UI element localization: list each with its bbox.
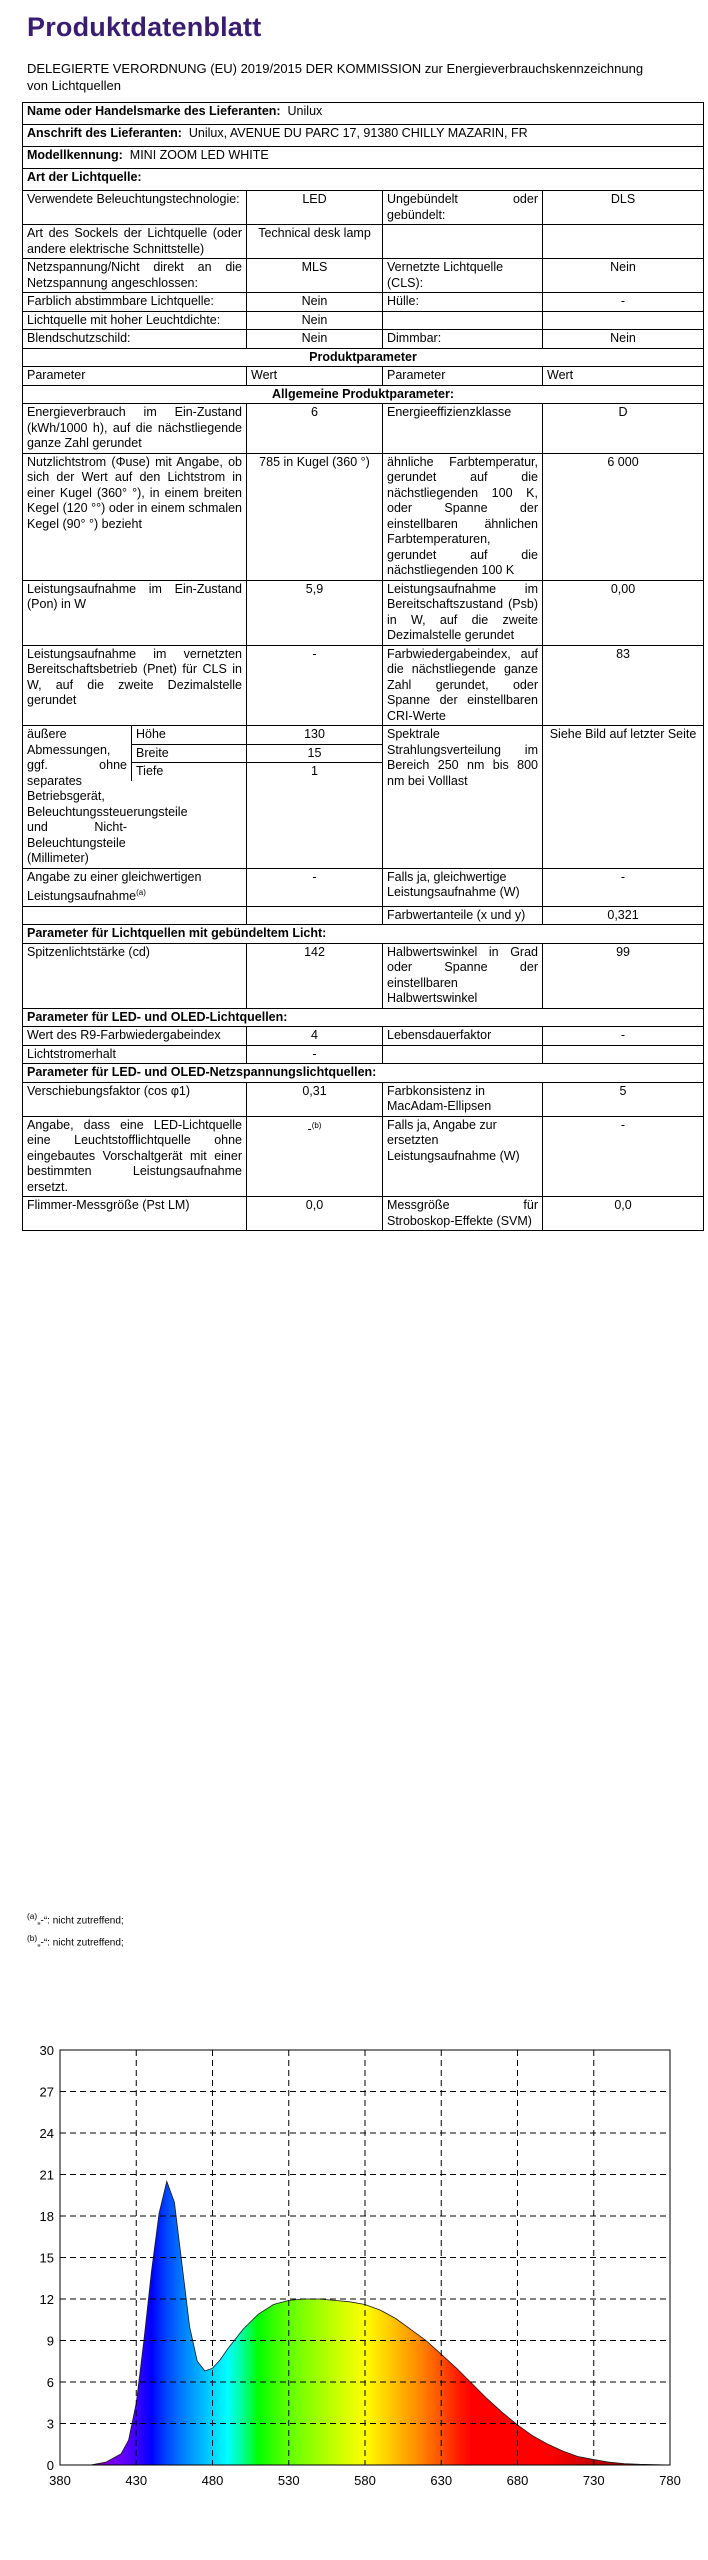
x-tick-label: 430: [125, 2473, 148, 2488]
spd-label: Spektrale Strahlungsverteilung im Bereich 250 nm bis 800 nm bei Volllast: [383, 726, 543, 869]
equiv-row: [23, 868, 704, 906]
macadam-value: 5: [543, 1082, 704, 1116]
footnote-a-mark: (a): [27, 1911, 38, 1921]
peak-label: Spitzenlichtstärke (cd): [23, 943, 247, 1008]
equiv-label-cell: [23, 868, 247, 906]
y-tick-label: 6: [46, 2375, 54, 2390]
dims-row: [23, 726, 704, 869]
flux-value: 785 in Kugel (360 °): [247, 453, 383, 580]
consumption-label: Energieverbrauch im Ein-Zustand (kWh/1000 h), auf die nächstliegende ganze Zahl gerundet: [23, 404, 247, 454]
footnote-a-text: „-“: nicht zutreffend;: [37, 1915, 124, 1927]
eclass-label: Energieeffizienzklasse: [383, 404, 543, 454]
dims-values-cell: [247, 726, 383, 869]
glare-value: Nein: [247, 330, 383, 349]
cct-value: 6 000: [543, 453, 704, 580]
x-tick-label: 780: [659, 2473, 681, 2488]
dims-row-depth: [132, 763, 247, 781]
maint-row: [23, 1045, 704, 1064]
supplier-address-value: Unilux, AVENUE DU PARC 17, 91380 CHILLY MAZARIN, FR: [188, 126, 528, 140]
section-mains-label: Parameter für LED- und OLED-Netzspannungslichtquellen:: [23, 1064, 704, 1083]
equiv-footnote-mark: (a): [136, 888, 146, 897]
psb-value: 0,00: [543, 580, 704, 645]
x-tick-label: 480: [201, 2473, 224, 2488]
section-params-label: Produktparameter: [23, 348, 704, 367]
section-directional-label: Parameter für Lichtquellen mit gebündeltem Licht:: [23, 925, 704, 944]
dims-value-row: [247, 726, 382, 744]
replace-row: [23, 1116, 704, 1197]
shell-value: -: [543, 293, 704, 312]
r9-row: [23, 1027, 704, 1046]
chroma-label: Farbwertanteile (x und y): [383, 906, 543, 925]
equiv-power-value: -: [543, 868, 704, 906]
mains-label: Netzspannung/Nicht direkt an die Netzspannung angeschlossen:: [23, 259, 247, 293]
section-light-source: [23, 169, 704, 191]
svm-value: 0,0: [543, 1197, 704, 1231]
chroma-row: [23, 906, 704, 925]
dims-value-row: [247, 744, 382, 763]
supplier-name-value: Unilux: [287, 104, 323, 118]
socket-row: [23, 225, 704, 259]
chroma-value: 0,321: [543, 906, 704, 925]
socket-value: Technical desk lamp: [247, 225, 383, 259]
flicker-label: Flimmer-Messgröße (Pst LM): [23, 1197, 247, 1231]
pf-value: 0,31: [247, 1082, 383, 1116]
section-params: [23, 348, 704, 367]
dims-label: äußere Abmessungen, ggf. ohne separates Betriebsgerät, Beleuchtungssteuerungsteile und Nicht-Beleuchtungsteile (Millimeter): [27, 727, 188, 865]
hld-value: Nein: [247, 311, 383, 330]
mains-value: MLS: [247, 259, 383, 293]
section-led-label: Parameter für LED- und OLED-Lichtquellen:: [23, 1008, 704, 1027]
flicker-row: [23, 1197, 704, 1231]
x-tick-label: 580: [354, 2473, 376, 2488]
cls-value: Nein: [543, 259, 704, 293]
y-tick-label: 0: [46, 2458, 54, 2473]
dims-cell: [23, 726, 247, 869]
hld-label: Lichtquelle mit hoher Leuchtdichte:: [23, 311, 247, 330]
pf-label: Verschiebungsfaktor (cos φ1): [23, 1082, 247, 1116]
focus-label: Ungebündelt oder gebündelt:: [383, 191, 543, 225]
pf-row: [23, 1082, 704, 1116]
footnote-b-text: „-“: nicht zutreffend;: [37, 1937, 124, 1949]
dim-value: 130: [247, 726, 382, 744]
tech-row: [23, 191, 704, 225]
color-row: [23, 293, 704, 312]
pnet-label: Leistungsaufnahme im vernetzten Bereitschaftsbetrieb (Pnet) für CLS in W, auf die zweite Dezimalstelle gerundet: [23, 645, 247, 726]
flux-label: Nutzlichtstrom (Φuse) mit Angabe, ob sich der Wert auf den Lichtstrom in einer Kugel (360° °), in einem breiten Kegel (120 °°) oder in einem schmalen Kegel (90° °) bezieht: [23, 453, 247, 580]
r9-label: Wert des R9-Farbwiedergabeindex: [23, 1027, 247, 1046]
spectral-distribution-chart: [0, 2030, 708, 2500]
dim-name: Tiefe: [132, 763, 247, 781]
section-light-source-label: Art der Lichtquelle:: [23, 169, 704, 191]
y-tick-label: 12: [39, 2292, 54, 2307]
socket-label: Art des Sockels der Lichtquelle (oder andere elektrische Schnittstelle): [23, 225, 247, 259]
pnet-value: -: [247, 645, 383, 726]
y-tick-label: 24: [39, 2126, 54, 2141]
replace-value-cell: [247, 1116, 383, 1197]
dim-value: 15: [247, 744, 382, 763]
eclass-value: D: [543, 404, 704, 454]
macadam-label: Farbkonsistenz in MacAdam-Ellipsen: [383, 1082, 543, 1116]
product-data-table: [22, 102, 704, 1231]
section-general: [23, 385, 704, 404]
dim-value: 1: [311, 764, 318, 778]
svm-label: Messgröße für Stroboskop-Effekte (SVM): [383, 1197, 543, 1231]
model-row: [23, 147, 704, 169]
replace-value: -: [307, 1121, 312, 1136]
section-general-label: Allgemeine Produktparameter:: [23, 385, 704, 404]
peak-row: [23, 943, 704, 1008]
maint-label: Lichtstromerhalt: [23, 1045, 247, 1064]
x-tick-label: 380: [49, 2473, 71, 2488]
replace-footnote-mark: (b): [311, 1120, 322, 1130]
r9-value: 4: [247, 1027, 383, 1046]
col-value-1: Wert: [247, 367, 383, 386]
x-tick-label: 680: [506, 2473, 529, 2488]
glare-label: Blendschutzschild:: [23, 330, 247, 349]
y-tick-label: 3: [46, 2416, 54, 2432]
flicker-value: 0,0: [247, 1197, 383, 1231]
peak-value: 142: [247, 943, 383, 1008]
cri-label: Farbwiedergabeindex, auf die nächstliegende ganze Zahl gerundet, oder Spanne der einstellbaren CRI-Werte: [383, 645, 543, 726]
pon-label: Leistungsaufnahme im Ein-Zustand (Pon) in W: [23, 580, 247, 645]
tech-value: LED: [247, 191, 383, 225]
mains-row: [23, 259, 704, 293]
life-value: -: [543, 1027, 704, 1046]
col-param-2: Parameter: [383, 367, 543, 386]
consumption-value: 6: [247, 404, 383, 454]
col-param-1: Parameter: [23, 367, 247, 386]
life-label: Lebensdauerfaktor: [383, 1027, 543, 1046]
equiv-value: -: [247, 868, 383, 906]
section-directional: [23, 925, 704, 944]
x-tick-label: 630: [430, 2473, 453, 2488]
pnet-row: [23, 645, 704, 726]
equiv-label: Angabe zu einer gleichwertigen Leistungsaufnahme: [27, 869, 202, 904]
hld-row: [23, 311, 704, 330]
equiv-power-label: Falls ja, gleichwertige Leistungsaufnahme (W): [383, 868, 543, 906]
dims-values-subtable: [247, 726, 382, 781]
spd-value: Siehe Bild auf letzter Seite: [543, 726, 704, 869]
page-title: Produktdatenblatt: [27, 12, 262, 42]
dim-value: Nein: [543, 330, 704, 349]
pon-row: [23, 580, 704, 645]
glare-row: [23, 330, 704, 349]
flux-row: [23, 453, 704, 580]
focus-value: DLS: [543, 191, 704, 225]
angle-label: Halbwertswinkel in Grad oder Spanne der einstellbaren Halbwertswinkel: [383, 943, 543, 1008]
dims-subtable: [131, 726, 246, 781]
angle-value: 99: [543, 943, 704, 1008]
color-label: Farblich abstimmbare Lichtquelle:: [23, 293, 247, 312]
psb-label: Leistungsaufnahme im Bereitschaftszustand (Psb) in W, auf die zweite Dezimalstelle gerundet: [383, 580, 543, 645]
params-header-row: [23, 367, 704, 386]
cct-label: ähnliche Farbtemperatur, gerundet auf die nächstliegenden 100 K, oder Spanne der einstellbaren ähnlichen Farbtemperaturen, gerundet auf die nächstliegenden 100 K: [383, 453, 543, 580]
dim-name: Höhe: [132, 726, 247, 744]
consumption-row: [23, 404, 704, 454]
supplier-name-row: [23, 103, 704, 125]
tech-label: Verwendete Beleuchtungstechnologie:: [23, 191, 247, 225]
supplier-address-row: [23, 125, 704, 147]
supplier-address-label: Anschrift des Lieferanten:: [27, 126, 182, 140]
dim-name: Breite: [132, 744, 247, 763]
model-value: MINI ZOOM LED WHITE: [129, 148, 269, 162]
cls-label: Vernetzte Lichtquelle (CLS):: [383, 259, 543, 293]
maint-value: -: [247, 1045, 383, 1064]
footnote-b: [27, 1932, 124, 1949]
supplier-name-label: Name oder Handelsmarke des Lieferanten:: [27, 104, 281, 118]
y-tick-label: 9: [46, 2333, 54, 2349]
y-tick-label: 21: [39, 2167, 54, 2183]
replace-label: Angabe, dass eine LED-Lichtquelle eine Leuchtstofflichtquelle ohne eingebautes Vorschaltgerät mit einer bestimmten Leistungsaufnahme ersetzt.: [23, 1116, 247, 1197]
footnote-b-mark: (b): [27, 1933, 38, 1943]
shell-label: Hülle:: [383, 293, 543, 312]
replace-power-value: -: [543, 1116, 704, 1197]
y-tick-label: 27: [39, 2084, 54, 2100]
dim-label: Dimmbar:: [383, 330, 543, 349]
replace-power-label: Falls ja, Angabe zur ersetzten Leistungsaufnahme (W): [383, 1116, 543, 1197]
x-tick-label: 530: [277, 2473, 300, 2488]
dims-row-width: [132, 744, 247, 763]
col-value-2: Wert: [543, 367, 704, 386]
section-mains: [23, 1064, 704, 1083]
regulation-subtitle: DELEGIERTE VERORDNUNG (EU) 2019/2015 DER KOMMISSION zur Energieverbrauchskennzeichnung von Lichtquellen: [27, 61, 644, 93]
y-tick-label: 18: [39, 2209, 54, 2224]
y-tick-label: 15: [39, 2250, 54, 2266]
y-tick-label: 30: [39, 2043, 54, 2058]
x-tick-label: 730: [582, 2473, 605, 2488]
cri-value: 83: [543, 645, 704, 726]
section-led: [23, 1008, 704, 1027]
pon-value: 5,9: [247, 580, 383, 645]
model-label: Modellkennung:: [27, 148, 123, 162]
dims-value-row: [247, 763, 382, 781]
dims-row-height: [132, 726, 247, 744]
color-value: Nein: [247, 293, 383, 312]
footnote-a: [27, 1910, 124, 1927]
